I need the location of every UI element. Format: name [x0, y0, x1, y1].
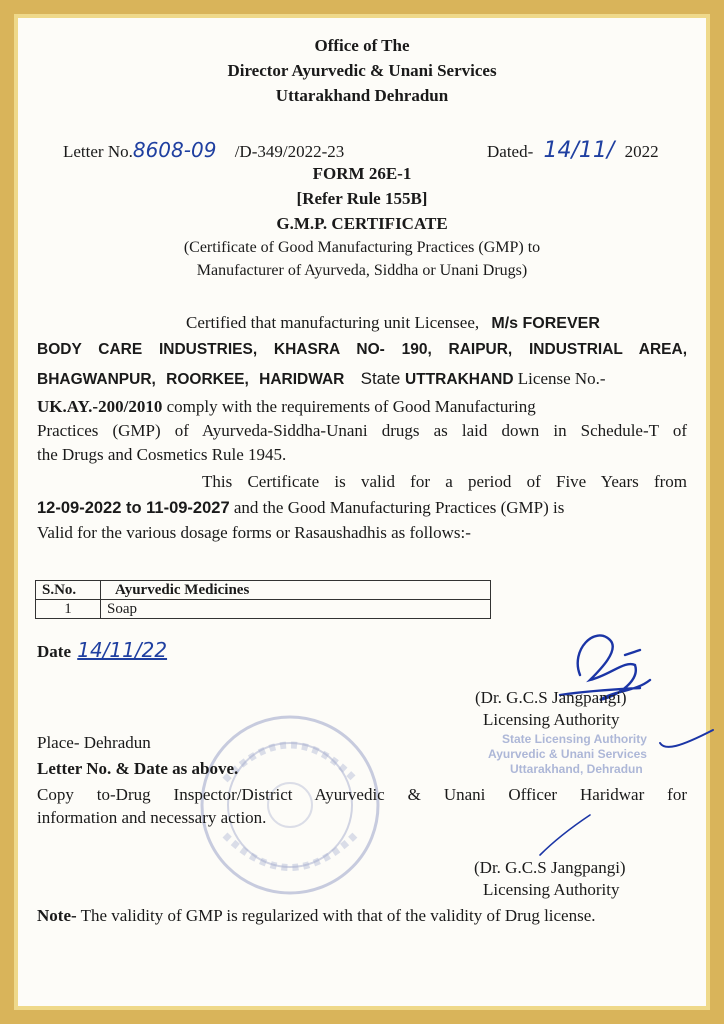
- dated-label: Dated-: [487, 142, 534, 161]
- para1-line4: [37, 397, 536, 417]
- date-handwritten: 14/11/22: [77, 638, 168, 662]
- location-line: Uttarakhand Dehradun: [275, 86, 449, 105]
- signatory-name: (Dr. G.C.S Jangpangi): [475, 688, 627, 707]
- initials-icon: [535, 810, 595, 860]
- letter-date: [487, 138, 659, 163]
- office-line: Office of The: [314, 36, 410, 55]
- letter-suffix: /D-349/2022-23: [234, 142, 345, 161]
- table-row: [36, 600, 491, 619]
- para1-line3: [37, 369, 606, 389]
- para2-line3: Valid for the various dosage forms or Rasaushadhis as follows:-: [37, 523, 471, 542]
- letter-prefix: Letter No.: [63, 142, 133, 161]
- form-title: FORM 26E-1: [312, 164, 412, 183]
- para2-line2-text: and the Good Manufacturing Practices (GMP) is: [229, 498, 565, 517]
- para2-line1: This Certificate is valid for a period of Five Years from: [202, 472, 687, 491]
- company-prefix: M/s FOREVER: [491, 315, 600, 332]
- place-line: Place- Dehradun: [37, 733, 151, 752]
- stamp-line-3: Uttarakhand, Dehradun: [510, 762, 643, 776]
- para2-line2: [37, 498, 564, 518]
- pen-stroke-icon: [655, 725, 715, 755]
- table-header-sno: S.No.: [36, 581, 101, 600]
- stamp-line-2: Ayurvedic & Unani Services: [488, 747, 647, 761]
- dated-handwritten: 14/11/: [543, 138, 615, 163]
- validity-period: 12-09-2022 to 11-09-2027: [37, 499, 230, 517]
- official-seal-icon: [195, 710, 385, 900]
- note-label: Note-: [37, 906, 77, 925]
- note-line: [37, 906, 596, 926]
- dated-year: 2022: [624, 142, 659, 161]
- table-header-medicines: Ayurvedic Medicines: [101, 581, 491, 600]
- license-label: License No.-: [513, 369, 606, 388]
- form-rule: [Refer Rule 155B]: [296, 189, 428, 208]
- certificate-subtitle-1: (Certificate of Good Manufacturing Practices (GMP) to: [183, 239, 541, 256]
- signatory-name-2: (Dr. G.C.S Jangpangi): [474, 858, 626, 877]
- para1-line4-text: comply with the requirements of Good Manufacturing: [162, 397, 536, 416]
- copy-line-1: Copy to-Drug Inspector/District Ayurvedic & Unani Officer Haridwar for: [37, 785, 687, 804]
- stamp-line-1: State Licensing Authority: [502, 732, 647, 746]
- company-address: BODY CARE INDUSTRIES, KHASRA NO- 190, RAIPUR, INDUSTRIAL AREA,: [37, 341, 687, 358]
- table-cell-sno: 1: [36, 600, 101, 619]
- license-number: UK.AY.-200/2010: [37, 397, 163, 416]
- state-value: UTTRAKHAND: [405, 371, 514, 388]
- signatory-title-2: Licensing Authority: [483, 880, 620, 899]
- letter-number-handwritten: 8608-09: [132, 138, 217, 162]
- certificate-title: G.M.P. CERTIFICATE: [276, 214, 448, 233]
- table-cell-medicine: Soap: [101, 600, 491, 619]
- date-label: Date: [37, 642, 71, 661]
- company-city: BHAGWANPUR, ROORKEE, HARIDWAR: [37, 371, 345, 388]
- para1-line1: [186, 313, 600, 333]
- director-line: Director Ayurvedic & Unani Services: [227, 61, 497, 80]
- certificate-subtitle-2: Manufacturer of Ayurveda, Siddha or Unani Drugs): [196, 262, 528, 279]
- table-header-row: [36, 581, 491, 600]
- para1-line6: the Drugs and Cosmetics Rule 1945.: [37, 445, 287, 464]
- date-block: [37, 638, 167, 662]
- para1-line1-text: Certified that manufacturing unit Licensee,: [186, 313, 484, 332]
- para1-line5: Practices (GMP) of Ayurveda-Siddha-Unani drugs as laid down in Schedule-T of: [37, 421, 687, 440]
- letter-number: [63, 138, 344, 162]
- signatory-title: Licensing Authority: [483, 710, 620, 729]
- copy-line-2: information and necessary action.: [37, 808, 267, 827]
- state-label: State: [360, 369, 406, 388]
- note-text: The validity of GMP is regularized with that of the validity of Drug license.: [76, 906, 596, 925]
- medicines-table: [35, 580, 491, 619]
- letter-reference: Letter No. & Date as above.: [37, 759, 239, 778]
